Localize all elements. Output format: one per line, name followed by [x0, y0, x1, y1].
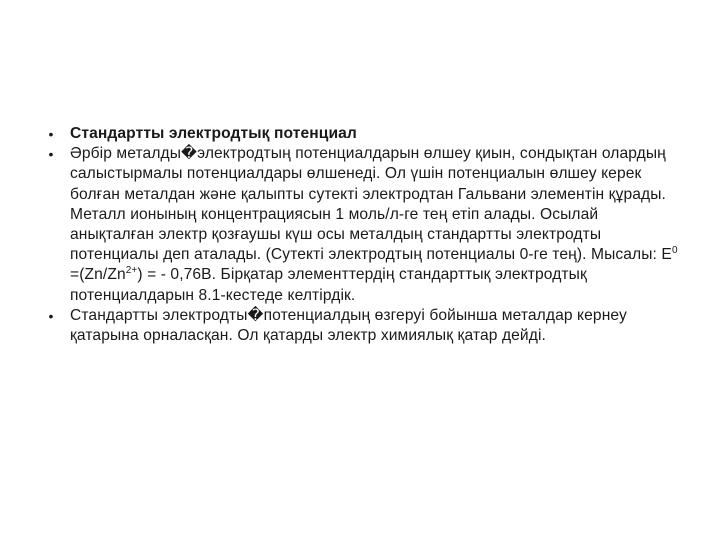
bullet-item-title	[44, 124, 684, 144]
bullet-list	[44, 124, 684, 346]
bullet-text-series: Стандартты электродты�потенциалдың өзгеруі бойынша металдар кернеу қатарына орналасқан. Ол қатарды электр химиялық қатар дейді.	[70, 306, 627, 345]
superscript-zero: 0	[671, 245, 678, 257]
slide-content	[44, 124, 684, 346]
superscript-charge: 2+	[125, 265, 138, 277]
bullet-text-heading: Стандартты электродтық потенциал	[70, 125, 357, 142]
description-part-b: =(Zn/Zn	[70, 266, 126, 284]
bullet-item-series	[44, 306, 684, 346]
bullet-item-description	[44, 144, 684, 306]
description-part-c: ) = - 0,76В. Бірқатар элементтердің стандарттық электродтық потенциалдарын 8.1-кестеде келтірдік.	[70, 266, 587, 304]
description-part-a: Әрбір металды�электродтың потенциалдарын өлшеу қиын, сондықтан олардың салыстырмалы потенциалдары өлшенеді. Ол үшін потенциалын өлшеу керек болған металдан және қалыпты сутекті электродтан Гальвани элементін құрады. Металл ионының концентрациясын 1 моль/л-ге тең етіп алады. Осылай анықталған электр қозғаушы күш осы металдың стандартты электродты потенциалы деп аталады. (Сутекті электродтың потенциалы 0-ге тең). Мысалы: Е	[70, 145, 672, 264]
bullet-dot-icon: •	[48, 307, 54, 324]
bullet-text-description	[70, 144, 684, 306]
bullet-dot-icon: •	[48, 146, 54, 163]
bullet-dot-icon: •	[48, 126, 54, 142]
